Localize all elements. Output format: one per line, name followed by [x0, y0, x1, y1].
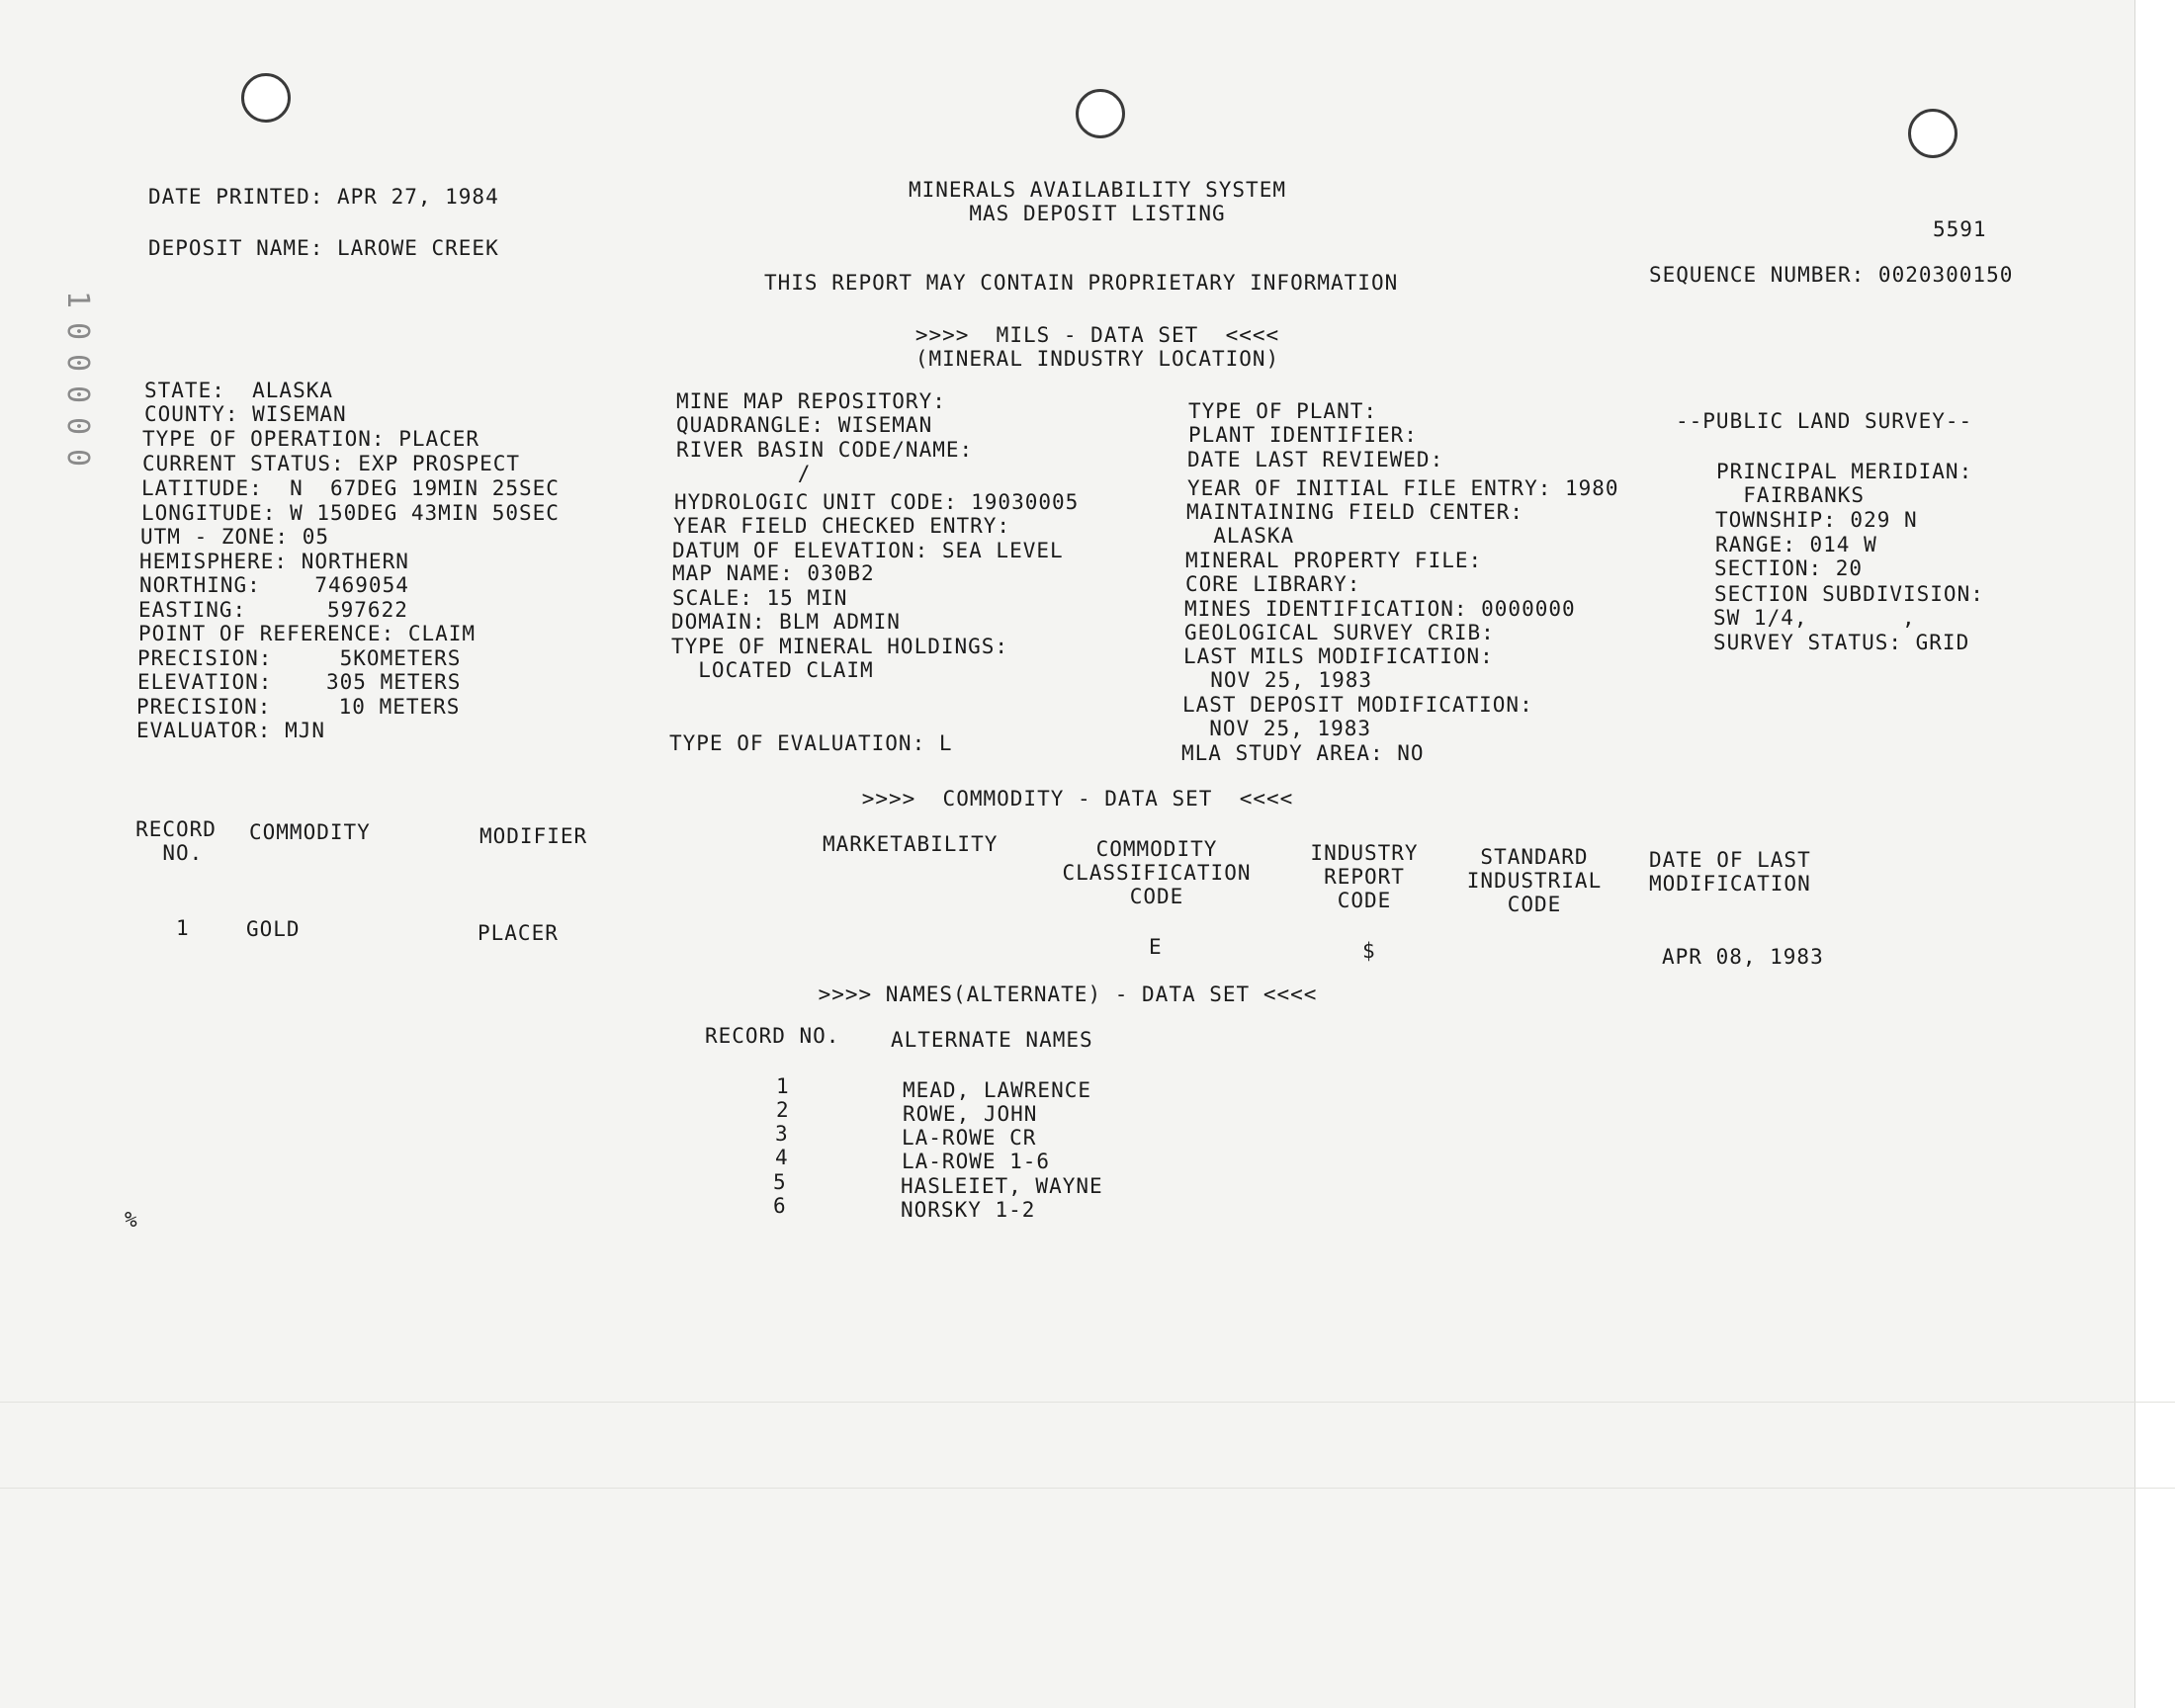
cell-record-no: 3: [775, 1122, 789, 1146]
cell-alternate-name: LA-ROWE CR: [902, 1126, 1037, 1150]
stamp-digit: 0: [60, 321, 95, 341]
col-header-record-no: RECORD NO.: [705, 1024, 840, 1048]
col-header-marketability: MARKETABILITY: [823, 832, 999, 856]
stamp-digit: 0: [60, 448, 95, 468]
pls-field: SURVEY STATUS: GRID: [1713, 631, 1970, 654]
mils-field: /: [676, 462, 812, 485]
margin-stamp: [59, 287, 109, 474]
mils-subheading: (MINERAL INDUSTRY LOCATION): [914, 347, 1280, 371]
cell-modifier: PLACER: [478, 921, 559, 945]
mils-field: TYPE OF OPERATION: PLACER: [142, 427, 480, 451]
punch-hole: [241, 73, 291, 123]
punch-hole: [1908, 109, 1958, 158]
mils-field: HYDROLOGIC UNIT CODE: 19030005: [674, 490, 1080, 514]
cell-record-no: 6: [773, 1194, 787, 1218]
mils-field: TYPE OF MINERAL HOLDINGS:: [671, 635, 1009, 658]
mils-field: MLA STUDY AREA: NO: [1181, 741, 1425, 765]
stamp-digit: 0: [60, 416, 95, 436]
system-title: MINERALS AVAILABILITY SYSTEM: [908, 178, 1286, 202]
mils-field: YEAR FIELD CHECKED ENTRY:: [673, 514, 1011, 538]
mils-field: EASTING: 597622: [138, 598, 408, 622]
date-printed: DATE PRINTED: APR 27, 1984: [148, 185, 499, 209]
pls-heading: --PUBLIC LAND SURVEY--: [1676, 409, 1973, 433]
cell-record-no: 2: [776, 1098, 790, 1122]
mils-field: YEAR OF INITIAL FILE ENTRY: 1980: [1187, 476, 1619, 500]
listing-title: MAS DEPOSIT LISTING: [969, 202, 1226, 225]
pls-field: PRINCIPAL MERIDIAN:: [1716, 460, 1973, 483]
mils-field: CORE LIBRARY:: [1185, 572, 1361, 596]
stamp-digit: 0: [60, 384, 95, 404]
mils-field: UTM - ZONE: 05: [140, 525, 330, 549]
type-of-evaluation: TYPE OF EVALUATION: L: [669, 731, 953, 755]
col-header-classification: COMMODITY CLASSIFICATION CODE: [1062, 837, 1252, 908]
mils-heading: >>>> MILS - DATA SET <<<<: [914, 323, 1280, 347]
mils-field: NOV 25, 1983: [1183, 668, 1373, 692]
mils-field: STATE: ALASKA: [144, 379, 334, 402]
mils-field: DATUM OF ELEVATION: SEA LEVEL: [672, 539, 1064, 562]
cell-record-no: 1: [776, 1074, 790, 1098]
mils-field: EVALUATOR: MJN: [136, 719, 326, 742]
pls-field: TOWNSHIP: 029 N: [1715, 508, 1918, 532]
mils-field: COUNTY: WISEMAN: [144, 402, 347, 426]
col-header-industry: INDUSTRY REPORT CODE: [1310, 841, 1419, 912]
mils-field: SCALE: 15 MIN: [672, 586, 848, 610]
cell-alternate-name: NORSKY 1-2: [901, 1198, 1036, 1222]
col-header-record: RECORD NO.: [135, 817, 217, 865]
cell-industry: $: [1362, 939, 1376, 963]
page-number: 5591: [1933, 217, 1987, 241]
cell-record-no: 5: [773, 1170, 787, 1194]
mils-field: MINERAL PROPERTY FILE:: [1185, 549, 1483, 572]
mils-field: MINES IDENTIFICATION: 0000000: [1184, 597, 1576, 621]
proprietary-notice: THIS REPORT MAY CONTAIN PROPRIETARY INFORMATION: [764, 271, 1399, 295]
pls-field: RANGE: 014 W: [1715, 533, 1877, 556]
cell-record-no: 4: [775, 1146, 789, 1169]
deposit-name: DEPOSIT NAME: LAROWE CREEK: [148, 236, 499, 260]
mils-field: PLANT IDENTIFIER:: [1188, 423, 1418, 447]
mils-field: GEOLOGICAL SURVEY CRIB:: [1184, 621, 1495, 644]
mils-field: LAST DEPOSIT MODIFICATION:: [1182, 693, 1533, 717]
mils-field: QUADRANGLE: WISEMAN: [676, 413, 933, 437]
stamp-digit: 0: [60, 353, 95, 373]
pls-field: SW 1/4, ,: [1713, 606, 1916, 630]
cell-classification: E: [1149, 935, 1163, 959]
mils-field: MAP NAME: 030B2: [672, 561, 875, 585]
mils-field: MAINTAINING FIELD CENTER:: [1186, 500, 1524, 524]
mils-field: PRECISION: 10 METERS: [136, 695, 461, 719]
mils-field: CURRENT STATUS: EXP PROSPECT: [142, 452, 521, 475]
pls-field: FAIRBANKS: [1716, 483, 1866, 507]
pls-field: SECTION: 20: [1714, 556, 1864, 580]
percent-mark: %: [125, 1208, 138, 1232]
mils-field: DATE LAST REVIEWED:: [1187, 448, 1444, 471]
cell-alternate-name: HASLEIET, WAYNE: [901, 1174, 1103, 1198]
mils-field: HEMISPHERE: NORTHERN: [139, 550, 409, 573]
sequence-number: SEQUENCE NUMBER: 0020300150: [1649, 263, 2014, 287]
mils-field: LONGITUDE: W 150DEG 43MIN 50SEC: [141, 501, 560, 525]
page-edge: [2134, 0, 2175, 1708]
col-header-sic: STANDARD INDUSTRIAL CODE: [1466, 845, 1603, 916]
cell-alternate-name: ROWE, JOHN: [903, 1102, 1038, 1126]
col-header-modifier: MODIFIER: [479, 824, 588, 848]
mils-field: LATITUDE: N 67DEG 19MIN 25SEC: [141, 476, 560, 500]
col-header-date: DATE OF LAST MODIFICATION: [1649, 848, 1811, 896]
cell-alternate-name: MEAD, LAWRENCE: [903, 1078, 1092, 1102]
mils-field: NOV 25, 1983: [1182, 717, 1372, 740]
mils-field: TYPE OF PLANT:: [1188, 399, 1378, 423]
mils-field: MINE MAP REPOSITORY:: [676, 389, 946, 413]
stamp-digit: 1: [60, 290, 95, 309]
mils-field: LOCATED CLAIM: [671, 658, 874, 682]
names-heading: >>>> NAMES(ALTERNATE) - DATA SET <<<<: [818, 982, 1318, 1006]
mils-field: NORTHING: 7469054: [139, 573, 409, 597]
cell-date: APR 08, 1983: [1662, 945, 1824, 969]
mils-field: DOMAIN: BLM ADMIN: [671, 610, 901, 634]
mils-field: ELEVATION: 305 METERS: [137, 670, 462, 694]
punch-hole: [1076, 89, 1125, 138]
divider: [0, 1488, 2175, 1489]
mils-field: ALASKA: [1186, 524, 1295, 548]
cell-commodity: GOLD: [246, 917, 301, 941]
cell-alternate-name: LA-ROWE 1-6: [902, 1150, 1051, 1173]
mils-field: LAST MILS MODIFICATION:: [1183, 644, 1494, 668]
commodity-heading: >>>> COMMODITY - DATA SET <<<<: [861, 787, 1294, 811]
mils-field: POINT OF REFERENCE: CLAIM: [138, 622, 477, 645]
mils-field: PRECISION: 5KOMETERS: [137, 646, 462, 670]
divider: [0, 1402, 2175, 1403]
mils-field: RIVER BASIN CODE/NAME:: [676, 438, 974, 462]
pls-field: SECTION SUBDIVISION:: [1714, 582, 1984, 606]
cell-record: 1: [176, 916, 190, 940]
col-header-commodity: COMMODITY: [249, 820, 371, 844]
col-header-alternate-names: ALTERNATE NAMES: [891, 1028, 1093, 1052]
